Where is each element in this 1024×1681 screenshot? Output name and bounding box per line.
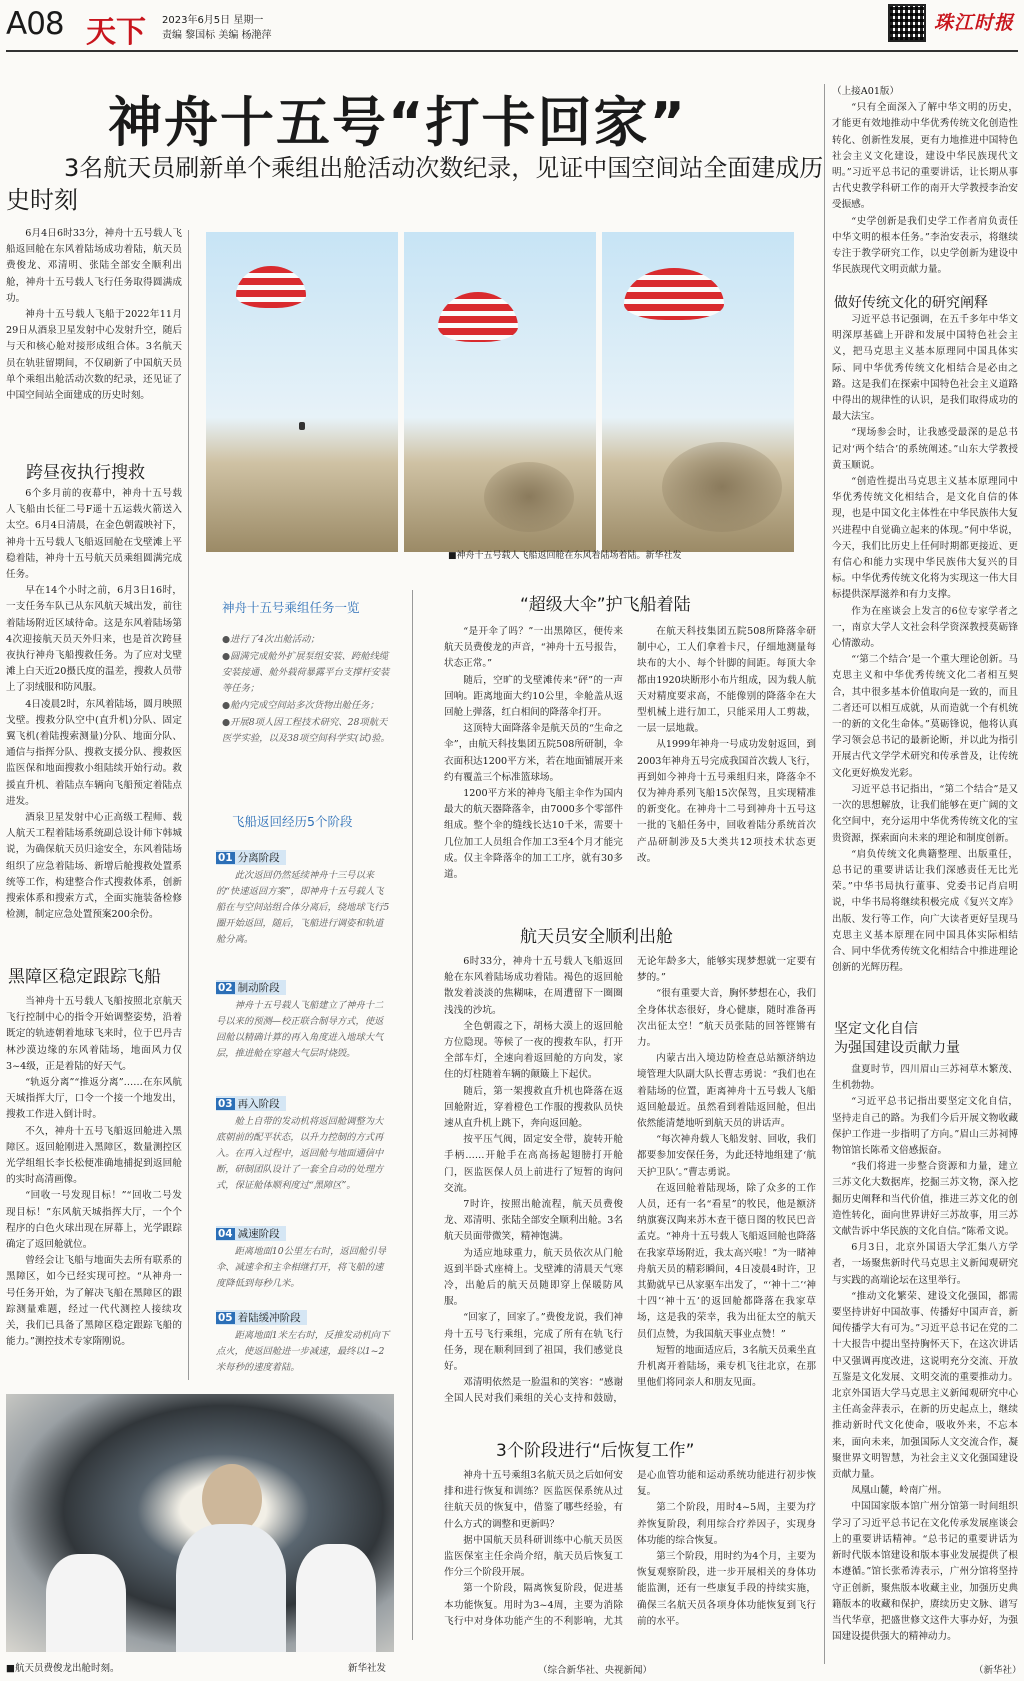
article-paragraph: 曾经会让飞船与地面失去所有联系的黑障区，如今已经实现可控。“从神舟一号任务开始，为了解决飞船在黑障区的跟踪测量难题，经过一代代测控人接续攻关，我们已具备了黑障区稳定跟踪飞船的能力。”测控技术专家隋刚说。: [6, 1255, 182, 1348]
qr-code-icon: [888, 4, 926, 42]
dust-cloud-icon: [662, 442, 782, 532]
stages-title: 飞船返回经历5个阶段: [232, 814, 353, 829]
stage-text: 神舟十五号载人飞船建立了神舟十二号以来的预测—校正联合制导方式，使返回舱以精确计算的再入角度进入地球大气层，推进舱在穿越大气层时烧毁。: [216, 1000, 384, 1059]
article-paragraph: 内蒙古出入境边防检查总站额济纳边境管理大队副大队长曹志勇说：“我们也在着陆场的位置，距离神舟十五号载人飞船返回舱最近。虽然看到着陆返回舱，但出依然能清楚地听到航天员的讲话声。: [637, 1053, 816, 1130]
parachute-icon: [624, 268, 724, 320]
article-paragraph: “创造性提出马克思主义基本原理同中华优秀传统文化相结合，是文化自信的体现，也是中国文化主体性在中华民族伟大复兴进程中自觉确立起来的体现。”何中华说，今天，我们比历史上任何时期都更接近、更有信心和能力实现中华民族伟大复兴的目标。中华优秀传统文化将为实现这一伟大目标提供深厚滋养和有力支撑。: [832, 476, 1018, 601]
issue-date: 2023年6月5日 星期一: [162, 15, 264, 26]
section-title-cultural-confidence: 坚定文化自信 为强国建设贡献力量: [834, 1021, 960, 1056]
article-paragraph: “回收一号发现目标！”“回收二号发现目标！”东风航天城指挥大厅，一个个程序的白色火球出现在屏幕上，光学跟踪确定了返回舱就位。: [6, 1190, 182, 1251]
stage-label: [216, 850, 286, 865]
sidebar-title: 神舟十五号乘组任务一览: [222, 600, 360, 615]
article-paragraph: 随后，第一架搜救直升机也降落在返回舱附近，穿着橙色工作服的搜救队员快速从直升机上跳下，奔向返回舱。: [444, 1085, 623, 1130]
crew-member-icon: [46, 1554, 126, 1652]
section-parachute-text: [444, 624, 816, 926]
article-paragraph: “推动文化繁荣、建设文化强国，都需要坚持讲好中国故事、传播好中国声音，新闻传播学大有可为。”习近平总书记在党的二十大报告中提出坚持胸怀天下，在这次讲话中又强调再度改进，这说明充分交流、开放互鉴是文化发展、文明交流的重要推动力。北京外国语大学马克思主义新闻观研究中心主任高金萍表示，在新的历史起点上，继续推动新时代文化使命，吸收外来，不忘本来，面向未来，加强国际人文交流合作，凝聚世界文明智慧，为社会主义文化强国建设贡献力量。: [832, 1290, 1018, 1481]
continuation-note: （上接A01版）: [832, 86, 900, 97]
section-title-parachute: “超级大伞”护飞船着陆: [520, 595, 691, 615]
crew-member-icon: [296, 1544, 376, 1652]
stage-label: [216, 1226, 286, 1241]
stage-text: 此次返回仍然延续神舟十三号以来的“快速返回方案”，即神舟十五号载人飞船在与空间站组合体分离后，绕地球飞行5圈开始返回，随后，飞船进行调姿和轨道舱分离。: [216, 870, 390, 945]
landing-photo-1: [206, 232, 398, 552]
newspaper-logo: 珠江时报: [934, 12, 1015, 34]
stage-name: 再入阶段: [237, 1098, 280, 1110]
column-rule: [188, 230, 189, 1380]
photo-caption: ■神舟十五号载人飞船返回舱在东风着陆场着陆。新华社发: [448, 551, 682, 561]
right-column-intro: [832, 84, 1018, 280]
masthead-rule: [6, 50, 1018, 52]
section-title-recovery: 3个阶段进行“后恢复工作”: [496, 1441, 695, 1461]
stage-name: 减速阶段: [237, 1228, 280, 1240]
headline: 神舟十五号“打卡回家”: [108, 91, 687, 154]
section-exit-text: [444, 954, 816, 1420]
article-paragraph: “现场参会时，让我感受最深的是总书记对‘两个结合’的系统阐述。”山东大学教授黄玉顺说。: [832, 427, 1018, 471]
list-item: ●舱内完成空间站多次货物出舱任务；: [222, 700, 379, 711]
article-paragraph: 神舟十五号乘组3名航天员之后如何安排和进行恢复和训练？医监医保系统从过往航天员的恢复中，借鉴了哪些经验，有什么方式的调整和更新吗？: [444, 1470, 623, 1530]
stage-number: 02: [218, 982, 233, 994]
astronaut-caption: ■航天员费俊龙出舱时刻。: [6, 1663, 120, 1674]
article-paragraph: “回家了，回家了。”费俊龙说，我们神舟十五号飞行乘组，完成了所有在轨飞行任务，现在顺利回到了祖国，我们感觉良好。: [444, 1312, 623, 1373]
section-culture-research-text: [832, 312, 1018, 1018]
article-paragraph: 1200平方米的神舟飞船主伞作为国内最大的航天器降落伞，由7000多个零部件组成。整个伞的缝线长达10千米，需要十几位加工人员组合作加工3至4个月才能完成。仅主伞降落伞的加工工序，就有30多道。: [444, 788, 623, 881]
article-paragraph: 凤凰山麓，岭南广州。: [851, 1485, 948, 1497]
article-paragraph: 不久，神舟十五号飞船返回舱进入黑障区。返回舱刚进入黑障区，数量测控区光学组组长李长松便准确地捕捉到返回舱的实时高清画像。: [6, 1125, 182, 1186]
list-item: ●进行了4次出舱活动；: [222, 634, 320, 645]
article-paragraph: “轨返分离”“推返分离”……在东风航天城指挥大厅，口令一个接一个地发出，搜救工作进入倒计时。: [6, 1077, 182, 1121]
section-title-exit: 航天员安全顺利出舱: [520, 927, 673, 947]
article-paragraph: 在航天科技集团五院508所降落伞研制中心，工人们拿着卡尺，仔细地测量每块布的大小、每个针脚的间距。每顶大伞都由1920块断形小布片组成，因为载人航天对精度要求高，不能像别的降落伞在大型机械上进行加工，只能采用人工剪裁，一层一层地裁。: [637, 626, 816, 735]
stage-label: [216, 1096, 286, 1111]
section-blackout-text: [6, 994, 182, 1374]
article-paragraph: “‘第二个结合’是一个重大理论创新。马克思主义和中华优秀传统文化二者相互契合，其中很多基本价值取向是一致的，而且二者还可以相互成就，从而造就一个有机统一的新的文化生命体。”莫砺锋说，他将认真学习领会总书记的最新论断，并以此为指引开展古代文学学术研究和传承普及，让传统文化更好焕发光彩。: [832, 654, 1018, 779]
stage-number: 01: [218, 852, 233, 864]
article-paragraph: 随后，空旷的戈壁滩传来“砰”的一声回响。距离地面大约10公里，伞舱盖从返回舱上弹落，红白相间的降落伞打开。: [444, 674, 623, 719]
article-paragraph: 第一个阶段，隔离恢复阶段，促进基本功能恢复。用时为3~4周，主要为消除飞行中对身体功能产生的不利影响，尤其是心血管功能和运动系统功能进行初步恢复。: [444, 1470, 816, 1627]
stage-number: 03: [218, 1098, 233, 1110]
editors-credit: 责编 黎国标 美编 杨滟萍: [162, 30, 272, 41]
article-paragraph: 习近平总书记强调，在五千多年中华文明深厚基础上开辟和发展中国特色社会主义，把马克思主义基本原理同中国具体实际、同中华优秀传统文化相结合是必由之路。这是我们在探索中国特色社会主义道路中得出的规律性的认识，是我们取得成功的最大法宝。: [832, 314, 1018, 423]
article-paragraph: “只有全面深入了解中华文明的历史，才能更有效地推动中华优秀传统文化创造性转化、创新性发展，更有力地推进中国特色社会主义文化建设，建设中华民族现代文明。”习近平总书记的重要讲话，让长期从事古代史教学科研工作的南开大学教授李治安受振感。: [832, 102, 1018, 211]
section-recovery-text: [444, 1468, 816, 1654]
column-rule: [824, 84, 825, 1664]
stage-name: 着陆缓冲阶段: [237, 1312, 301, 1324]
section-search-text: [6, 486, 182, 948]
list-item: ●圆满完成舱外扩展泵组安装、跨舱线缆安装接通、舱外载荷暴露平台支撑杆安装等任务；: [222, 651, 390, 694]
source-note: （综合新华社、央视新闻）: [538, 1665, 653, 1676]
page-number: A08: [6, 6, 64, 42]
section-title-search: 跨昼夜执行搜救: [26, 463, 145, 483]
article-paragraph: 4日凌晨2时，东风着陆场，圆月映照戈壁。搜救分队空中(直升机)分队、固定翼飞机(着陆搜索测量)分队、地面分队、通信与指挥分队、搜救支援分队、搜救医监医保和地面搜救小组陆续开始行动。救援直升机、着陆点车辆向飞船预定着陆点进发。: [6, 698, 182, 807]
article-paragraph: 为适应地球重力，航天员依次从门舱返到半卧式座椅上。戈壁滩的清晨天气寒冷，出舱后的航天员随即穿上保暖防风服。: [444, 1247, 623, 1308]
list-item: ●开展8项人因工程技术研究、28项航天医学实验，以及38项空间科学实(试)验。: [222, 717, 390, 744]
photo-credit: 新华社发: [348, 1663, 387, 1674]
lead-text: [6, 226, 182, 422]
stage-name: 制动阶段: [237, 982, 280, 994]
article-paragraph: 第三个阶段，用时约为4个月，主要为恢复观察阶段，进一步开展相关的身体功能监测，还有一些康复手段的持续实施，确保三名航天员各项身体功能恢复到飞行前的水平。: [637, 1551, 816, 1627]
stage-number: 04: [218, 1228, 233, 1240]
subheadline: 3名航天员刷新单个乘组出舱活动次数纪录，见证中国空间站全面建成历史时刻: [6, 154, 824, 214]
spacesuit-icon: [176, 1524, 286, 1652]
article-paragraph: 据中国航天员科研训练中心航天员医监医保室主任余尚介绍，航天员后恢复工作分三个阶段开展。: [444, 1534, 623, 1579]
article-paragraph: 盘夏时节，四川眉山三苏祠草木繁茂、生机勃勃。: [832, 1064, 1018, 1092]
stage-text: 距离地面1米左右时，反推发动机向下点火，使返回舱进一步减速，最终以1~2米每秒的速度着陆。: [216, 1330, 390, 1373]
landing-photo-2: [404, 232, 596, 552]
section-cultural-confidence-text: [832, 1062, 1018, 1656]
article-paragraph: “是开伞了吗？”一出黑障区，便传来航天员费俊龙的声音，“神舟十五号报告，状态正常。”: [444, 626, 623, 670]
article-paragraph: 邓清明依然是一脸温和的笑容：“感谢全国人民对我们乘组的关心支持和鼓励，无论年龄多大，能够实现梦想就一定要有梦的。”: [444, 956, 816, 1405]
capsule-icon: [299, 422, 305, 430]
parachute-icon: [438, 292, 518, 342]
landing-photo-3: [602, 232, 794, 552]
article-paragraph: 当神舟十五号载人飞船按照北京航天飞行控制中心的指令开始调整姿势，沿着既定的轨迹朝着地球飞来时，位于巴丹吉林沙漠边缘的东风着陆场，地面风力仅3~4级，正是着陆的好天气。: [6, 996, 182, 1072]
sidebar-list: [222, 632, 392, 788]
article-paragraph: “史学创新是我们史学工作者肩负责任中华文明的根本任务。”李治安表示，将继续专注于教学研究工作，以史学创新为建设中华民族现代文明贡献力量。: [832, 215, 1018, 276]
article-paragraph: “很有重要大音，胸怀梦想在心，我们全身体状态很好，身心健康，随时准备再次出征太空！”航天员张陆的回答铿锵有力。: [637, 988, 816, 1049]
article-paragraph: “我们将进一步整合资源和力量，建立三苏文化大数据库，挖掘三苏文物，深入挖掘历史阐释和当代价值，推进三苏文化的创造性转化，面向世界讲好三苏故事，用三苏文献告诉中华民族的文化自信。”陈希文说。: [832, 1161, 1018, 1238]
masthead: [6, 4, 1018, 50]
article-paragraph: 在返回舱着陆现场，除了众多的工作人员，还有一名“看星”的牧民，他是额济纳旗赛汉陶来苏木查干德日图的牧民巴音孟克。“神舟十五号载人飞船返回舱也降落在我家草场附近，我太高兴啦！”为一睹神舟航天员的精彩瞬间，4日凌晨4时许，卫其勤就早已从家驱车出发了，“‘神十二’‘神十四’‘神十五’的返回舱都降落在我家草场，这是我的荣幸，我为出征太空的航天员们点赞，为我国航天事业点赞！”: [637, 1182, 816, 1340]
article-paragraph: 这顶特大面降落伞是航天员的“生命之伞”，由航天科技集团五院508所研制，伞衣面积达1200平方米，若在地面铺展开来约有覆盖三个标准篮球场。: [444, 723, 623, 783]
article-paragraph: “习近平总书记指出要坚定文化自信，坚持走自己的路。为我们今后开展文物收藏保护工作进一步指明了方向。”眉山三苏祠博物馆馆长陈希文倍感振奋。: [832, 1096, 1018, 1157]
article-paragraph: 全色朝霞之下，胡杨大漠上的返回舱方位隐现。等候了一夜的搜救车队，打开全部车灯，全速向着返回舱的方向发，家住的灯柱随着车辆的颠簸上下起伏。: [444, 1020, 623, 1081]
section-title-culture-research: 做好传统文化的研究阐释: [834, 295, 988, 311]
article-paragraph: 短暂的地面适应后，3名航天员乘坐直升机离开着陆场，乘专机飞往北京，在那里他们将同亲人和朋友见面。: [637, 1344, 816, 1389]
right-column-credit: （新华社）: [974, 1665, 1022, 1676]
stage-text: 距离地面10公里左右时，返回舱引导伞、减速伞和主伞相继打开，将飞船的速度降低到每秒几米。: [216, 1246, 386, 1289]
stage-label: [216, 1310, 307, 1325]
column-rule: [412, 590, 413, 1640]
parachute-icon: [236, 266, 306, 308]
lead-paragraph: 神舟十五号载人飞船于2022年11月29日从酒泉卫星发射中心发射升空，随后与天和核心舱对接形成组合体。3名航天员在轨驻留期间，不仅刷新了中国航天员单个乘组出舱活动次数的纪录，还见证了中国空间站全面建成的历史时刻。: [6, 309, 182, 402]
stage-name: 分离阶段: [237, 852, 280, 864]
article-paragraph: 中国国家版本馆广州分馆第一时间组织学习了习近平总书记在文化传承发展座谈会上的重要讲话精神。“总书记的重要讲话为新时代版本馆建设和版本事业发展提供了根本遵循。”馆长张希涛表示，广州分馆将坚持守正创新，聚焦版本收藏主业，加强历史典籍版本的收藏和保护，赓续历史文脉、谱写当代华章，把盛世修文这件大事办好，为强国建设提供强大的精神动力。: [832, 1501, 1018, 1643]
section-title-blackout: 黑障区稳定跟踪飞船: [8, 967, 161, 987]
astronaut-photo: [6, 1394, 394, 1652]
article-paragraph: “每次神舟载人飞船发射、回收，我们都要参加安保任务，为此还特地组建了‘航天护卫队’。”曹志勇说。: [637, 1134, 816, 1178]
stage-text: 舱上自带的发动机将返回舱调整为大底朝前的配平状态，以升力控制的方式再入。在再入过程中，返回舱与地面通信中断，研制团队设计了一套全自动的处理方式，保证舱体顺利度过“黑障区”。: [216, 1116, 384, 1191]
article-paragraph: 6月3日，北京外国语大学汇集八方学者，一场聚焦新时代马克思主义新闻观研究与实践的高端论坛在这里举行。: [832, 1242, 1018, 1286]
article-paragraph: 第二个阶段，用时4~5周，主要为疗养恢复阶段，利用综合疗养因子，实现身体功能的综合恢复。: [637, 1502, 816, 1546]
stage-label: [216, 980, 286, 995]
article-paragraph: “肩负传统文化典籍整理、出版重任，总书记的重要讲话让我们深感责任无比光荣。”中华书局执行董事、党委书记肖启明说，中华书局将继续积极完成《复兴文库》出版、发行等工作，向广大读者更好呈现马克思主义基本原理在同中国具体实际相结合、同中华优秀传统文化相结合中推进理论创新的光辉历程。: [832, 848, 1018, 974]
article-paragraph: 7时许，按照出舱流程，航天员费俊龙、邓清明、张陆全部安全顺利出舱。3名航天员面带微笑，精神饱满。: [444, 1199, 623, 1243]
article-paragraph: 酒泉卫星发射中心正高级工程师、载人航天工程着陆场系统副总设计师卞韩城说，为确保航天员归途安全，东风着陆场组织了应急着陆场、新增后舱搜救处置系统等工作，构建整合作式搜救体系，创新搜索体系和搜索方式，全面实施装备检修检测，制定应急处置预案200余份。: [6, 812, 182, 921]
article-paragraph: 6个多月前的夜幕中，神舟十五号载人飞船由长征二号F遥十五运载火箭送入太空。6月4日清晨，在金色朝霞映衬下，神舟十五号载人飞船返回舱在戈壁滩上平稳着陆，神舟十五号航天员乘组圆满完成任务。: [6, 488, 182, 581]
article-paragraph: 早在14个小时之前，6月3日16时，一支任务车队已从东风航天城出发，前往着陆场附近区域待命。这是东风着陆场第4次迎接航天员天外归来，也是首次跨昼夜执行神舟飞船搜救任务。为了应对戈壁滩上白天近20摄氏度的温差，搜救人员带上了羽绒服和防风服。: [6, 585, 182, 694]
dust-cloud-icon: [484, 462, 574, 532]
article-paragraph: 6时33分，神舟十五号载人飞船返回舱在东风着陆场成功着陆。褐色的返回舱散发着淡淡的焦糊味，在周遭留下一圈圈浅浅的沙坑。: [444, 956, 623, 1016]
article-paragraph: 作为在座谈会上发言的6位专家学者之一，南京大学人文社会科学资深教授莫砺锋心情激动。: [832, 605, 1018, 650]
lead-paragraph: 6月4日6时33分，神舟十五号载人飞船返回舱在东风着陆场成功着陆，航天员费俊龙、邓清明、张陆全部安全顺利出舱，神舟十五号载人飞行任务取得圆满成功。: [6, 228, 182, 304]
section-name: 天下: [86, 15, 146, 50]
article-paragraph: 从1999年神舟一号成功发射返回，到2003年神舟五号完成我国首次载人飞行，再到如今神舟十五号乘组归来，降落伞不仅为神舟系列飞船15次保驾，且实现精准的新变化。在神舟十二号到神舟十五号这一批的飞船任务中，回收着陆分系统首次产品研制涉及5大类共12项技术状态更改。: [637, 739, 816, 864]
stage-number: 05: [218, 1312, 233, 1324]
article-paragraph: 习近平总书记指出，“第二个结合”是又一次的思想解放，让我们能够在更广阔的文化空间中，充分运用中华优秀传统文化的宝贵资源，探索面向未来的理论和制度创新。: [832, 783, 1018, 844]
article-paragraph: 按平压气阀，固定安全带，旋转开舱手柄……开舱手在高高扬起翅膀打开舱门，医监医保人员上前进行了短暂的询问交流。: [444, 1134, 623, 1194]
